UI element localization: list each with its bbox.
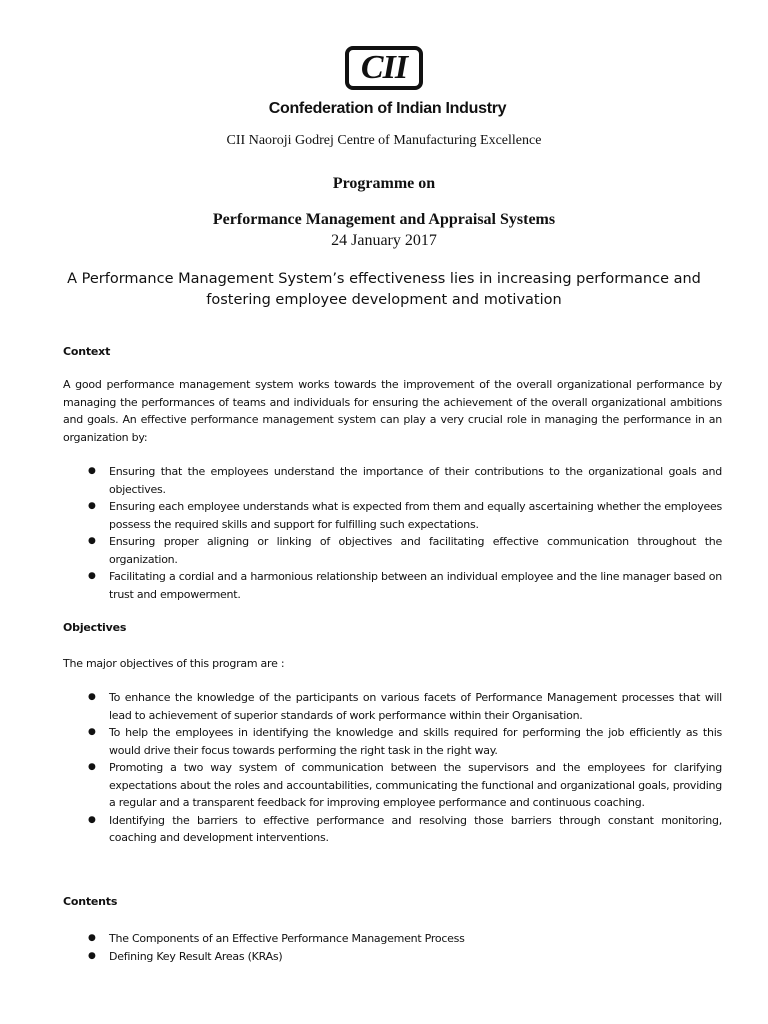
list-item: ● To help the employees in identifying the knowledge and skills required for performing the job efficiently as this would drive their focus towards performing the right task in the right way. <box>88 726 722 757</box>
bullet-icon: ● <box>88 466 96 476</box>
bullet-icon: ● <box>88 814 96 825</box>
list-item: ● Ensuring that the employees understand the importance of their contributions to the organizational goals and objectives. <box>88 465 722 496</box>
list-item: ● Ensuring proper aligning or linking of objectives and facilitating effective communication throughout the organization. <box>88 535 722 566</box>
bullet-icon: ● <box>88 571 96 581</box>
objectives-heading: Objectives <box>63 621 127 634</box>
list-item: ● Identifying the barriers to effective performance and resolving those barriers through constant monitoring, coaching and development interventions. <box>88 813 722 844</box>
programme-title: Performance Management and Appraisal Systems <box>212 211 556 228</box>
centre-name: CII Naoroji Godrej Centre of Manufacturing Excellence <box>226 133 542 148</box>
bullet-icon: ● <box>88 692 96 702</box>
bullet-icon: ● <box>88 501 96 511</box>
programme-label: Programme on <box>332 175 436 192</box>
list-item: ● To enhance the knowledge of the participants on various facets of Performance Management processes that will lead to achievement of superior standards of work performance within their Organisation. <box>88 691 722 722</box>
contents-heading: Contents <box>63 895 118 908</box>
list-item: ● Facilitating a cordial and a harmonious relationship between an individual employee and the line manager based on trust and empowerment. <box>88 570 722 601</box>
tagline: A Performance Management System’s effectiveness lies in increasing performance and fostering employee development and motivation <box>67 271 701 308</box>
context-bullet-list <box>63 463 722 603</box>
objectives-intro: The major objectives of this program are : <box>63 657 285 670</box>
contents-bullet-list <box>63 930 722 965</box>
cii-logo-mark: CII <box>345 46 423 90</box>
organization-name: Confederation of Indian Industry <box>268 100 507 117</box>
list-item: ● Defining Key Result Areas (KRAs) <box>63 948 722 966</box>
objectives-bullet-list <box>63 689 722 847</box>
programme-date: 24 January 2017 <box>331 232 437 249</box>
bullet-icon: ● <box>88 762 96 772</box>
bullet-icon: ● <box>88 727 96 737</box>
list-item: ● Promoting a two way system of communication between the supervisors and the employees for clarifying expectations about the roles and accountabilities, communicating the functional and organizational goals, providing a regular and a transparent feedback for improving employee performance and continuous coaching. <box>88 761 722 809</box>
bullet-icon: ● <box>88 536 96 546</box>
list-item: ● Ensuring each employee understands what is expected from them and equally ascertaining whether the employees possess the required skills and support for fulfilling such expectations. <box>88 500 722 531</box>
context-heading: Context <box>63 345 111 358</box>
list-item: ● The Components of an Effective Performance Management Process <box>63 930 722 948</box>
context-paragraph: A good performance management system works towards the improvement of the overall organizational performance by managing the performances of teams and individuals for ensuring the achievement of the overall organizational ambitions and goals. An effective performance management system can play a very crucial role in managing the performance in an organization by: <box>63 378 722 444</box>
bullet-icon: ● <box>88 933 96 943</box>
logo <box>0 46 768 90</box>
bullet-icon: ● <box>88 950 96 961</box>
